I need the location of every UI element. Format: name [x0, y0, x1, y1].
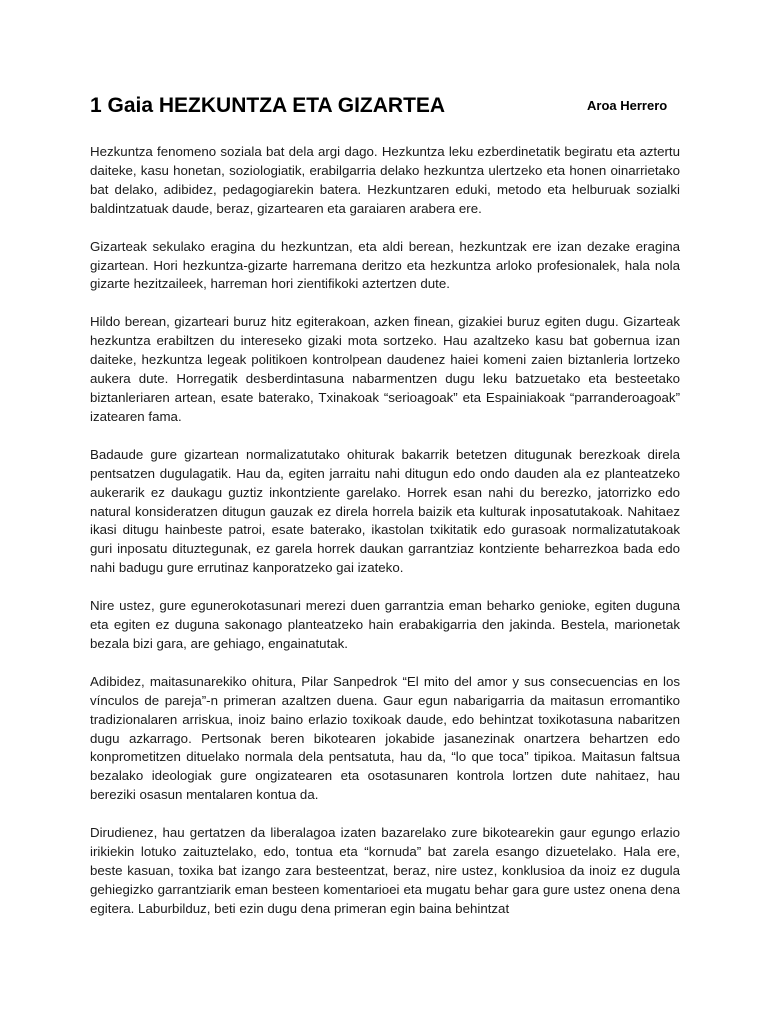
paragraph-4: Badaude gure gizartean normalizatutako ohiturak bakarrik betetzen ditugunak berezkoak direla pentsatzen dugulagatik. Hau da, egiten jarraitu nahi ditugun edo ondo dauden ala ez planteatzeko aukerarik ez daukagu guztiz inkontziente garelako. Horrek esan nahi du berezko, jatorrizko edo natural konsideratzen ditugun gauzak ez direla horrela baizik eta kulturak inposatutakoak. Nahitaez ikasi ditugu hainbeste patroi, esate baterako, ikastolan txikitatik edo gurasoak normalizatutakoak guri inposatu dituztegunak, ez garela horrek daukan garrantziaz kontziente beharrezkoa bada edo nahi badugu gure errutinaz kanporatzeko gai izateko.	[90, 446, 680, 576]
document-page	[90, 92, 680, 916]
paragraph-5: Nire ustez, gure egunerokotasunari merezi duen garrantzia eman beharko genioke, egiten duguna eta egiten ez duguna sakonago planteatzeko hain erabakigarria den jakinda. Bestela, marionetak bezala bizi gara, are gehiago, engainatutak.	[90, 598, 680, 651]
document-body	[90, 143, 680, 938]
author-name: Aroa Herrero	[587, 98, 668, 113]
paragraph-1: Hezkuntza fenomeno soziala bat dela argi dago. Hezkuntza leku ezberdinetatik begiratu eta aztertu daiteke, kasu honetan, soziologiatik, erabilgarria delako hezkuntza ulertzeko eta honen oinarrietako bat delako, adibidez, pedagogiarekin batera. Hezkuntzaren eduki, metodo eta helburuak sozialki baldintzatuak daude, beraz, gizartearen eta garaiaren arabera ere.	[90, 144, 680, 216]
paragraph-2: Gizarteak sekulako eragina du hezkuntzan, eta aldi berean, hezkuntzak ere izan dezake eragina gizartean. Hori hezkuntza-gizarte harremana deritzo eta hezkuntza arloko profesionalek, hala nola gizarte hezitzaileek, harreman hori zientifikoki aztertzen dute.	[90, 238, 680, 292]
paragraph-3: Hildo berean, gizarteari buruz hitz egiterakoan, azken finean, gizakiei buruz egiten dugu. Gizarteak hezkuntza erabiltzen du intereseko gizaki mota sortzeko. Hau azaltzeko kasu bat gobernua izan daiteke, hezkuntza legeak politikoen kontrolpean daudenez haiei komeni zaien biztanleria lortzeko aukera dute. Horregatik desberdintasuna nabarmentzen dugu leku batzuetako eta besteetako biztanleriaren artean, esate baterako, Txinakoak “serioagoak” eta Espainiakoak “parranderoagoak” izatearen fama.	[90, 314, 680, 424]
paragraph-6: Adibidez, maitasunarekiko ohitura, Pilar Sanpedrok “El mito del amor y sus consecuencias en los vínculos de pareja”-n primeran azaltzen duena. Gaur egun nabarigarria da maitasun erromantiko tradizionalaren arriskua, inoiz baino erlazio toxikoak daude, edo behintzat toxikotasuna nabaritzen dugu azkarrago. Pertsonak beren bikotearen jokabide jasanezinak onartzera behartzen edo konprometitzen dituelako normala dela pentsatuta, hau da, “lo que toca” tipikoa. Maitasun faltsua bezalako ideologiak gure ongizatearen eta osotasunaren kontrola lortzen dute nahitaez, hau bereziki osasun mentalaren kontua da.	[90, 673, 680, 803]
paragraph-7: Dirudienez, hau gertatzen da liberalagoa izaten bazarelako zure bikotearekin gaur egungo erlazio irikiekin lotuko zaituztelako, edo, tontua eta “kornuda” bat zarela esango dizuetelako. Hala ere, beste kasuan, toxika bat izango zara besteentzat, beraz, nire ustez, konklusioa da inoiz ez dugula gehiegizko garrantziarik eman besteen komentarioei eta mugatu behar gara gure ustez onena dena egitera. Laburbilduz, beti ezin dugu dena primeran egin baina behintzat	[90, 825, 680, 916]
document-header	[90, 92, 680, 132]
document-title: 1 Gaia HEZKUNTZA ETA GIZARTEA	[90, 94, 446, 117]
